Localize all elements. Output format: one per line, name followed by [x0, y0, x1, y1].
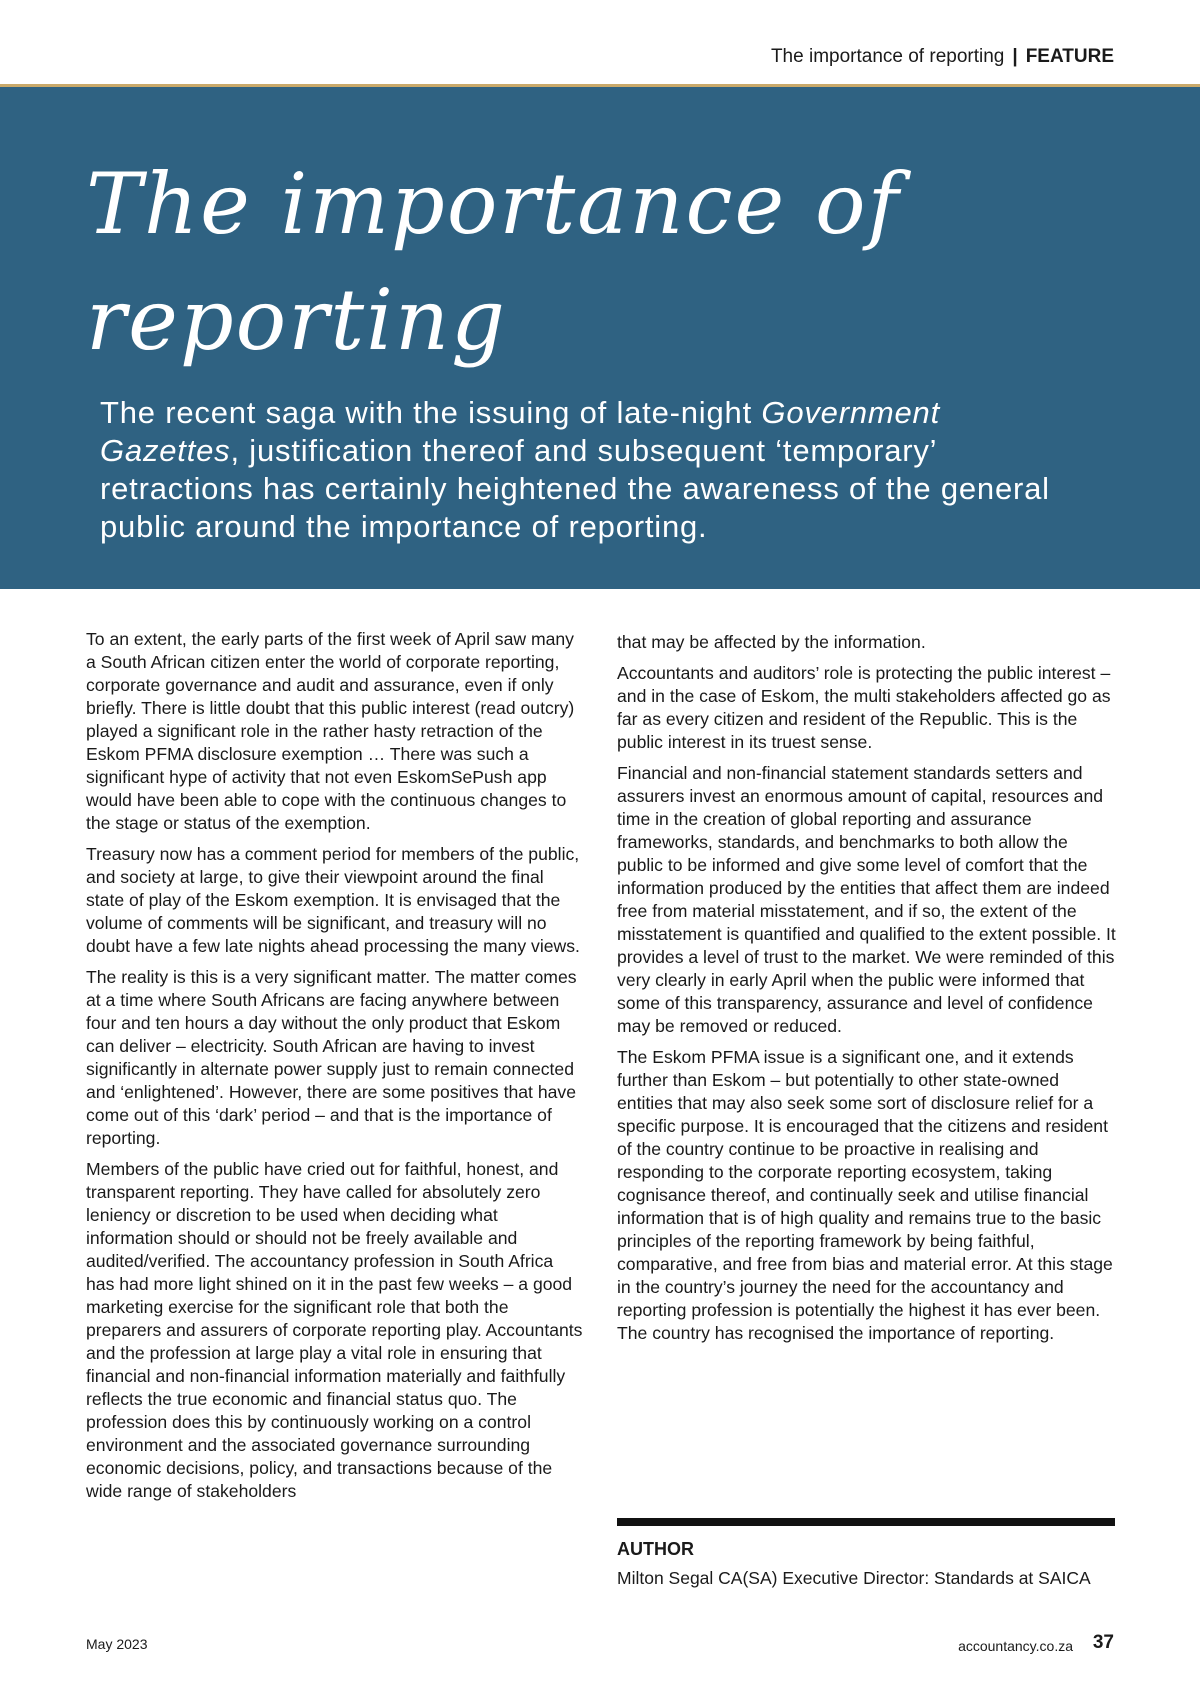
author-name: Milton Segal CA(SA) Executive Director: Standards at SAICA — [617, 1568, 1091, 1588]
standfirst-part-2: , justification thereof and subsequent ‘temporary’ retractions has certainly heightened the awareness of the general public around the importance of reporting. — [100, 433, 1050, 544]
footer-date: May 2023 — [86, 1636, 148, 1652]
footer-site-link[interactable]: accountancy.co.za — [958, 1638, 1073, 1654]
running-header-title: The importance of reporting — [770, 46, 1005, 67]
running-header — [771, 46, 1114, 68]
article-standfirst — [100, 394, 1050, 546]
author-heading: AUTHOR — [617, 1539, 694, 1559]
body-paragraph: that may be affected by the information. — [617, 632, 926, 652]
body-paragraph: The reality is this is a very significant matter. The matter comes at a time where South Africans are facing anywhere between four and ten hours a day without the only product that Eskom can deliver – electricity. South African are having to invest significantly in alternate power supply just to remain connected and ‘enlightened’. However, there are some positives that have come out of this ‘dark’ period – and that is the importance of reporting. — [86, 967, 577, 1148]
headline-line-1: The importance of — [86, 155, 901, 253]
body-paragraph: Treasury now has a comment period for members of the public, and society at large, to give their viewpoint around the final state of play of the Eskom exemption. It is envisaged that the volume of comments will be significant, and treasury will no doubt have a few late nights ahead processing the many views. — [86, 844, 580, 956]
body-paragraph: To an extent, the early parts of the first week of April saw many a South African citizen enter the world of corporate reporting, corporate governance and audit and assurance, even if only briefly. There is little doubt that this public interest (read outcry) played a significant role in the rather hasty retraction of the Eskom PFMA disclosure exemption … There was such a significant hype of activity that not even EskomSePush app would have been able to cope with the continuous changes to the stage or status of the exemption. — [86, 629, 575, 833]
author-divider — [617, 1518, 1115, 1526]
body-paragraph: Accountants and auditors’ role is protecting the public interest – and in the case of Eskom, the multi stakeholders affected go as far as every citizen and resident of the Republic. This is the public interest in its truest sense. — [617, 663, 1111, 752]
running-header-section: FEATURE — [1025, 46, 1114, 67]
standfirst-italic: Government Gazettes — [100, 395, 940, 468]
body-column-right — [617, 631, 1117, 1353]
running-header-separator: | — [1012, 46, 1018, 67]
page-number: 37 — [1092, 1632, 1114, 1653]
article-headline — [86, 146, 1136, 378]
standfirst-part-1: The recent saga with the issuing of late-night — [100, 395, 762, 430]
body-paragraph: The Eskom PFMA issue is a significant one, and it extends further than Eskom – but potentially to other state-owned entities that may also seek some sort of disclosure relief for a specific purpose. It is encouraged that the citizens and resident of the country continue to be proactive in realising and responding to the corporate reporting ecosystem, taking cognisance thereof, and continually seek and utilise financial information that is of high quality and remains true to the basic principles of the reporting framework by being faithful, comparative, and free from bias and material error. At this stage in the country’s journey the need for the accountancy and reporting profession is potentially the highest it has ever been. The country has recognised the importance of reporting. — [617, 1047, 1113, 1343]
body-column-left — [86, 628, 584, 1511]
body-paragraph: Members of the public have cried out for faithful, honest, and transparent reporting. They have called for absolutely zero leniency or discretion to be used when deciding what information should or should not be freely available and audited/verified. The accountancy profession in South Africa has had more light shined on it in the past few weeks – a good marketing exercise for the significant role that both the preparers and assurers of corporate reporting play. Accountants and the profession at large play a vital role in ensuring that financial and non-financial information materially and faithfully reflects the true economic and financial status quo. The profession does this by continuously working on a control environment and the associated governance surrounding economic decisions, policy, and transactions because of the wide range of stakeholders — [86, 1159, 583, 1501]
headline-line-2: reporting — [86, 271, 507, 369]
body-paragraph: Financial and non-financial statement standards setters and assurers invest an enormous amount of capital, resources and time in the creation of global reporting and assurance frameworks, standards, and benchmarks to both allow the public to be informed and give some level of comfort that the information produced by the entities that affect them are indeed free from material misstatement, and if so, the extent of the misstatement is quantified and qualified to the extent possible. It provides a level of trust to the market. We were reminded of this very clearly in early April when the public were informed that some of this transparency, assurance and level of confidence may be removed or reduced. — [617, 763, 1116, 1036]
